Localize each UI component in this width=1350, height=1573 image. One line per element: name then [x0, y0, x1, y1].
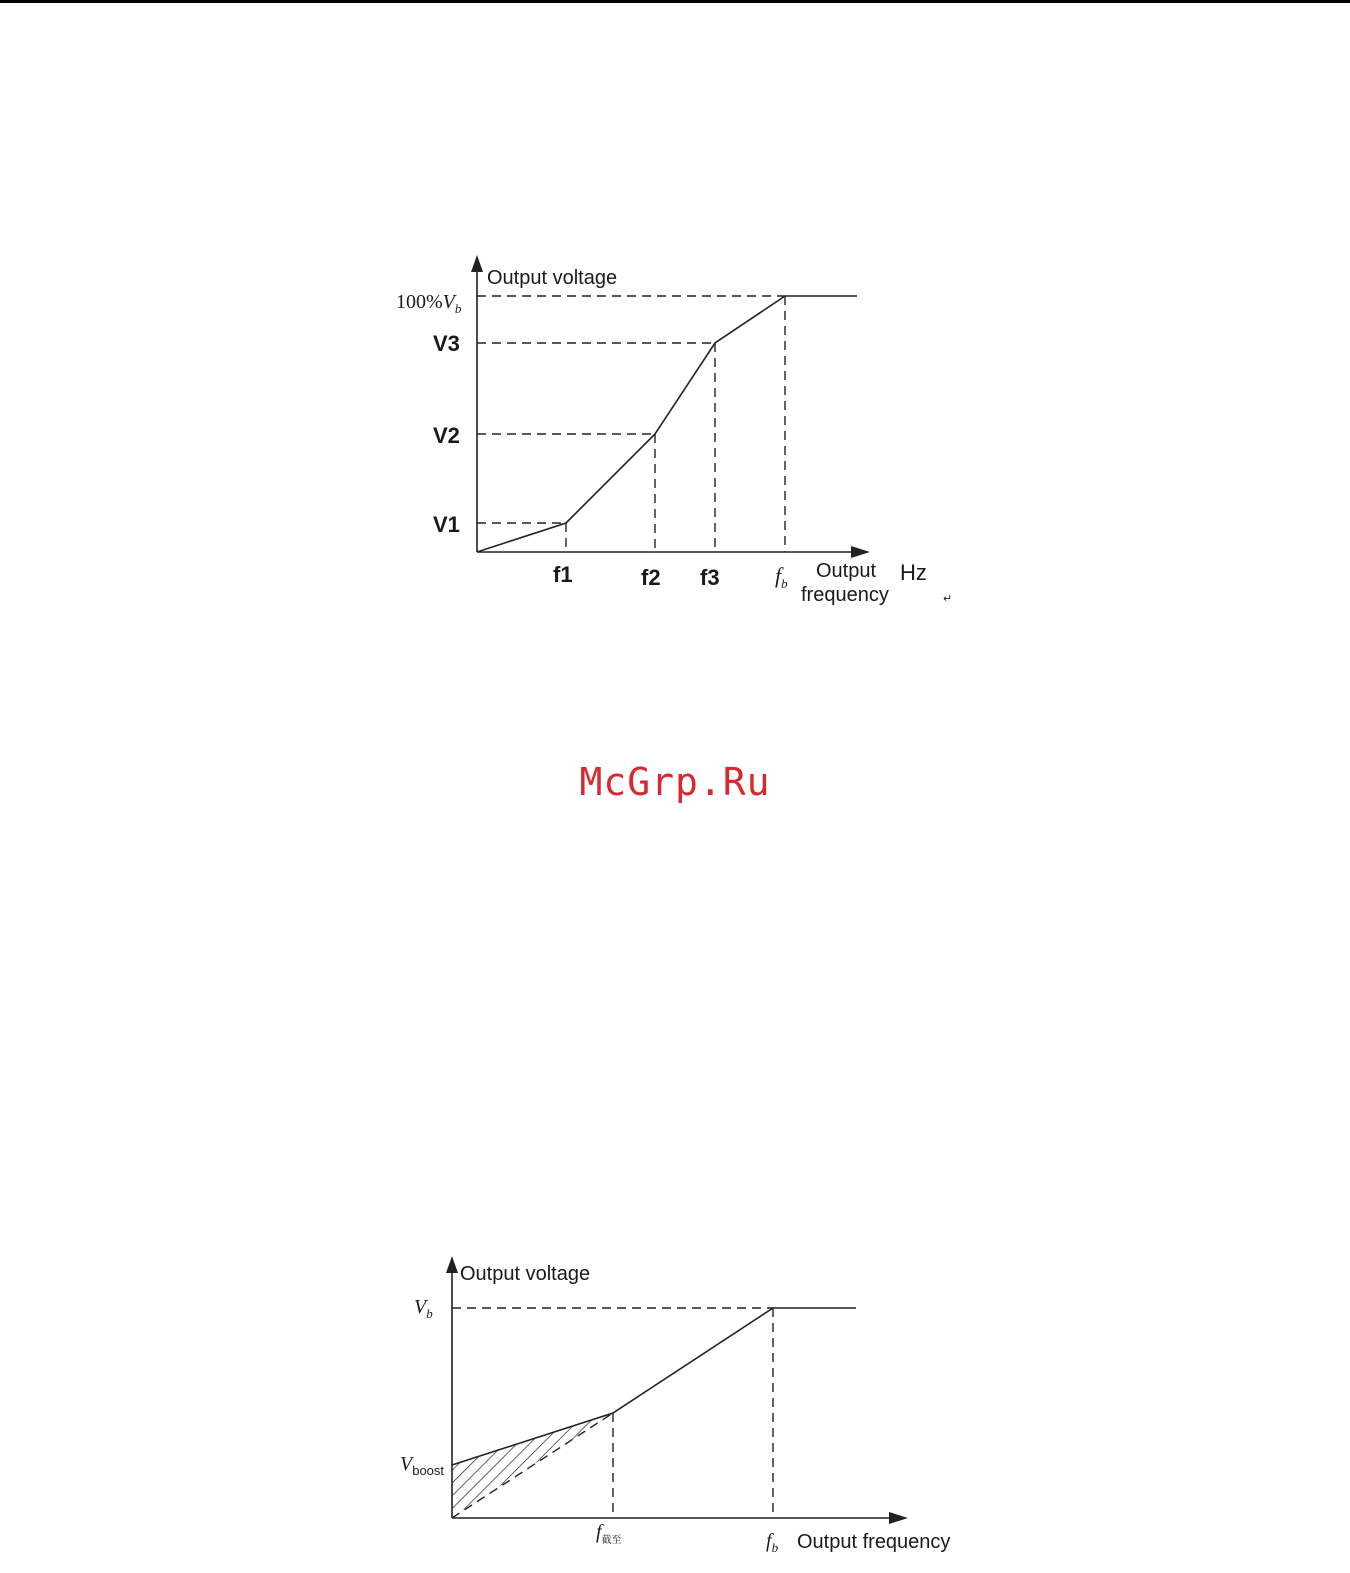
x-axis-arrow [889, 1512, 908, 1524]
y-top-label: $V_b$ [414, 1296, 433, 1321]
x-tick-f1: f1 [553, 562, 573, 587]
x-tick-f2: f2 [641, 565, 661, 590]
y-axis-arrow [446, 1256, 458, 1273]
boost-curve [452, 1308, 856, 1465]
y-axis-arrow [471, 255, 483, 272]
diagram-torque-boost [400, 1256, 950, 1555]
return-mark: ↵ [943, 593, 953, 605]
x-axis-label-line2: frequency [801, 584, 889, 606]
x-cut-label: $f_{截至}$ [596, 1521, 622, 1546]
x-end-label: $f_b$ [766, 1530, 779, 1555]
y-boost-label: $V_{boost}$ [400, 1453, 445, 1478]
x-tick-f3: f3 [700, 565, 720, 590]
watermark: McGrp.Ru [579, 760, 771, 804]
y-tick-v3: V3 [433, 331, 460, 356]
y-tick-v2: V2 [433, 423, 460, 448]
x-unit-label: Hz [900, 560, 927, 585]
vf-curve [477, 296, 857, 552]
x-axis-label-line1: Output [816, 560, 877, 582]
y-axis-label: Output voltage [487, 267, 618, 289]
y-top-label: $100\%V_b$ [396, 291, 462, 316]
x-axis-arrow [851, 546, 870, 558]
x-end-label: $f_b$ [775, 563, 788, 591]
y-tick-v1: V1 [433, 512, 460, 537]
diagram-vf-multipoint [396, 255, 952, 606]
x-axis-label: Output frequency [797, 1531, 951, 1553]
y-axis-label: Output voltage [460, 1263, 591, 1285]
